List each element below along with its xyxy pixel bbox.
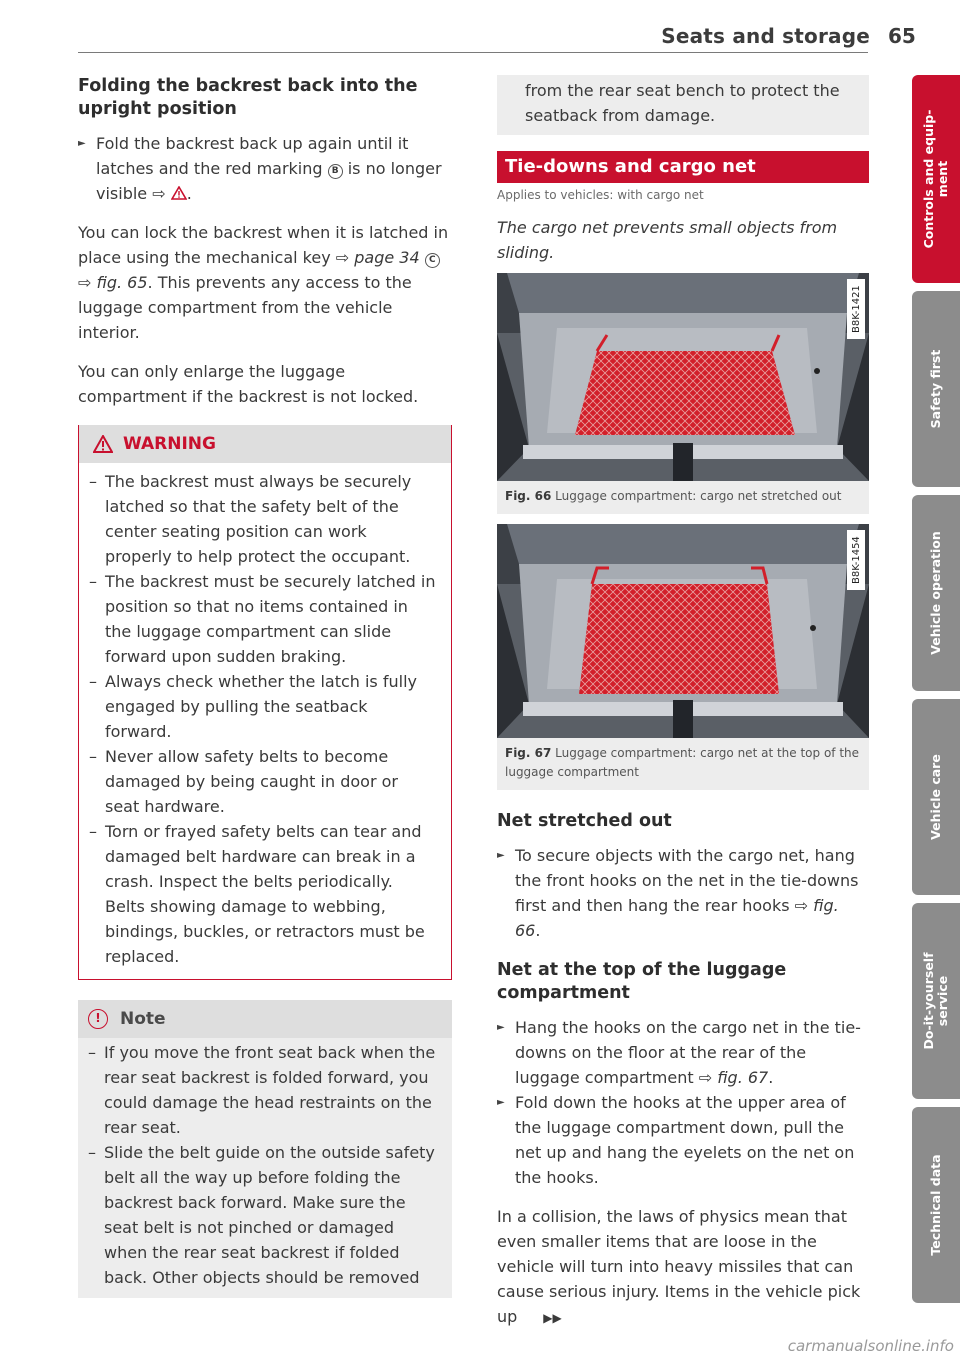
note-box: [78, 1000, 452, 1298]
page-number: 65: [888, 24, 916, 48]
step-arrow-icon: ►: [497, 1097, 505, 1108]
header-rule: [78, 52, 868, 53]
warning-item: – The backrest must be securely latched in position so that no items contained in the luggage compartment can slide forward upon sudden braking.: [89, 572, 436, 666]
continuation-text: from the rear seat bench to protect the seatback from damage.: [525, 81, 840, 125]
note-title: Note: [120, 1009, 166, 1029]
warning-ref-icon: [171, 186, 187, 200]
tab-technical-data[interactable]: Technical data: [912, 1107, 960, 1303]
fig-67-caption: Fig. 67 Luggage compartment: cargo net at the top of the luggage compartment: [505, 746, 860, 779]
section-heading-tie-downs: Tie-downs and cargo net: [497, 151, 869, 183]
fig-ref-link[interactable]: ⇨ fig. 65: [78, 273, 148, 292]
warning-box: [78, 425, 452, 980]
warning-item: – The backrest must always be securely latched so that the safety belt of the center seating position can work properly to help protect the occupant.: [89, 472, 412, 566]
watermark: carmanualsonline.info: [787, 1337, 954, 1355]
note-item: – If you move the front seat back when the rear seat backrest is folded forward, you could damage the head restraints on the rear seat.: [88, 1043, 436, 1137]
figure-67: [497, 524, 869, 790]
marker-b: B: [328, 164, 343, 179]
fig-66-caption: Fig. 66 Luggage compartment: cargo net stretched out: [505, 489, 842, 503]
step-net-top-1: ► Hang the hooks on the cargo net in the tie-downs on the floor at the rear of the luggage compartment ⇨ fig. 67.: [497, 1015, 869, 1090]
continuation-box: [497, 75, 869, 135]
warning-body: [79, 463, 451, 979]
cargo-net-stretched-image: [497, 273, 869, 481]
note-info-icon: !: [88, 1009, 108, 1029]
warning-header: [79, 425, 451, 463]
tab-vehicle-care[interactable]: Vehicle care: [912, 699, 960, 895]
running-title: Seats and storage: [661, 24, 870, 48]
step-arrow-icon: ►: [78, 138, 86, 149]
note-header: [78, 1000, 452, 1038]
fig-66-ref-link[interactable]: ⇨ fig. 66: [515, 896, 839, 940]
page-ref-link[interactable]: ⇨ page 34: [335, 248, 420, 267]
paragraph-enlarge: You can only enlarge the luggage compartment if the backrest is not locked.: [78, 362, 419, 406]
continue-arrow-icon: ▶▶: [543, 1311, 562, 1325]
paragraph-lock: You can lock the backrest when it is latched in place using the mechanical key ⇨ page 34 C ⇨ fig. 65. This prevents any access to the luggage compartment from the vehicle interior.: [78, 223, 449, 342]
note-body: [78, 1038, 452, 1298]
tab-safety-first[interactable]: Safety first: [912, 291, 960, 487]
fig-67-ref-link[interactable]: ⇨ fig. 67: [698, 1068, 769, 1087]
intro-text: The cargo net prevents small objects from sliding.: [497, 218, 838, 262]
cargo-net-top-image: [497, 524, 869, 738]
tab-do-it-yourself-service[interactable]: Do-it-yourself service: [912, 903, 960, 1099]
heading-net-top: Net at the top of the luggage compartment: [497, 960, 787, 1003]
warning-icon: [93, 435, 113, 453]
marker-c: C: [425, 253, 440, 268]
fig-66-code: B8K-1421: [851, 285, 862, 333]
step-fold-back: ► Fold the backrest back up again until it latches and the red marking B is no longer visible ⇨ .: [78, 131, 452, 206]
fig-67-code: B8K-1454: [851, 536, 862, 584]
warning-title: WARNING: [123, 434, 216, 454]
step-arrow-icon: ►: [497, 1022, 505, 1033]
left-column: [78, 75, 452, 1298]
step-net-top-2: ► Fold down the hooks at the upper area of the luggage compartment down, pull the net up and hang the eyelets on the net on the hooks.: [497, 1090, 869, 1190]
section-heading-upright: Folding the backrest back into the upright position: [78, 76, 418, 119]
step-arrow-icon: ►: [497, 850, 505, 861]
applies-to: Applies to vehicles: with cargo net: [497, 188, 704, 202]
warning-item: – Torn or frayed safety belts can tear and damaged belt hardware can break in a crash. Inspect the belts periodically. Belts showing damage to webbing, bindings, buckles, or retractors must be replaced.: [89, 822, 425, 966]
heading-net-stretched: Net stretched out: [497, 811, 672, 831]
note-item: – Slide the belt guide on the outside safety belt all the way up before folding the backrest back forward. Make sure the seat belt is not pinched or damaged when the rear seat backrest if folded back. Other objects should be removed: [88, 1143, 435, 1287]
step-net-stretched: ► To secure objects with the cargo net, hang the front hooks on the net in the tie-downs first and then hang the rear hooks ⇨ fig. 66.: [497, 843, 869, 943]
right-column: [497, 75, 869, 1331]
tab-vehicle-operation[interactable]: Vehicle operation: [912, 495, 960, 691]
paragraph-collision: In a collision, the laws of physics mean that even smaller items that are loose in the vehicle will turn into heavy missiles that can cause serious injury. Items in the vehicle pick up ▶▶: [497, 1207, 861, 1326]
warning-item: – Always check whether the latch is fully engaged by pulling the seatback forward.: [89, 672, 417, 741]
figure-66: [497, 273, 869, 514]
tab-controls-and-equipment[interactable]: Controls and equip- ment: [912, 75, 960, 283]
warning-item: – Never allow safety belts to become damaged by being caught in door or seat hardware.: [89, 747, 398, 816]
